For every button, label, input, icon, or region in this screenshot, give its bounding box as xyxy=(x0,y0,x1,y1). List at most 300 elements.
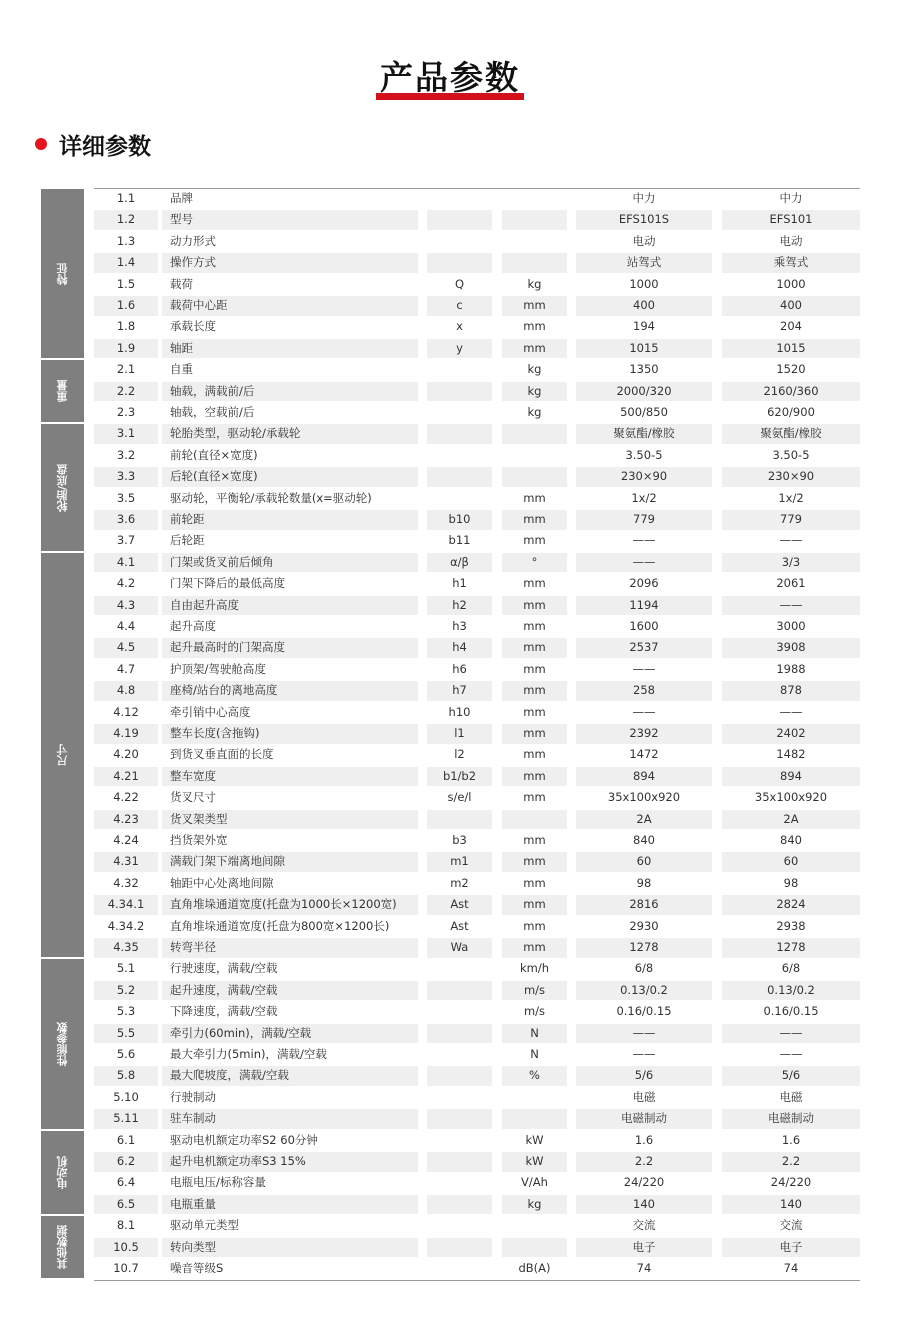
row-symbol xyxy=(427,1173,492,1193)
row-unit: N xyxy=(530,1047,539,1061)
row-value-model-2: 2.2 xyxy=(722,1152,860,1172)
row-parameter: 驱动轮，平衡轮/承载轮数量(x=驱动轮) xyxy=(170,490,372,505)
row-number: 5.8 xyxy=(94,1066,158,1086)
row-unit: km/h xyxy=(519,961,550,976)
row-parameter: 门架或货叉前后倾角 xyxy=(162,553,418,573)
row-unit xyxy=(502,467,567,487)
row-value-model-2: 2061 xyxy=(776,576,806,591)
row-symbol xyxy=(427,1216,492,1236)
row-symbol xyxy=(427,810,492,830)
table-row xyxy=(94,1215,860,1236)
table-row xyxy=(94,188,860,209)
row-unit: mm xyxy=(502,339,567,359)
table-row xyxy=(94,274,860,295)
row-symbol xyxy=(427,1024,492,1044)
row-symbol: y xyxy=(427,339,492,359)
row-value-model-1: 840 xyxy=(633,833,655,847)
row-symbol xyxy=(427,424,492,444)
table-row xyxy=(94,445,860,466)
group-label-cell xyxy=(41,189,84,358)
row-parameter: 起升电机额定功率S3 15% xyxy=(162,1152,418,1172)
row-value-model-1: 894 xyxy=(576,767,712,787)
table-row xyxy=(94,659,860,680)
row-symbol xyxy=(427,1238,492,1258)
group-label: 轮胎/底盘 xyxy=(55,463,69,512)
row-symbol: Ast xyxy=(427,895,492,915)
row-symbol: l1 xyxy=(427,724,492,744)
table-row xyxy=(94,680,860,701)
row-value-model-2: 2824 xyxy=(722,895,860,915)
row-value-model-2: —— xyxy=(779,533,803,548)
row-number: 3.3 xyxy=(94,467,158,487)
row-symbol: l2 xyxy=(454,747,465,762)
row-value-model-2: 60 xyxy=(722,852,860,872)
section-heading xyxy=(35,127,151,161)
row-value-model-2: 2A xyxy=(722,810,860,830)
table-row xyxy=(94,552,860,573)
row-number: 6.1 xyxy=(116,1132,136,1147)
row-value-model-1: 258 xyxy=(576,681,712,701)
row-unit: mm xyxy=(523,704,546,719)
row-unit xyxy=(502,1109,567,1129)
row-value-model-1: 1015 xyxy=(576,339,712,359)
row-symbol: Q xyxy=(454,276,465,291)
row-symbol xyxy=(427,1195,492,1215)
row-number: 4.21 xyxy=(94,767,158,787)
table-row xyxy=(94,381,860,402)
row-parameter: 最大爬坡度，满载/空载 xyxy=(162,1066,418,1086)
row-number: 4.20 xyxy=(113,747,139,762)
row-parameter: 自由起升高度 xyxy=(162,596,418,616)
row-value-model-1: 194 xyxy=(633,319,655,334)
row-parameter: 驱动电机额定功率S2 60分钟 xyxy=(170,1132,318,1147)
row-value-model-2: 5/6 xyxy=(722,1066,860,1086)
row-value-model-2: 1x/2 xyxy=(778,490,804,505)
row-number: 6.2 xyxy=(94,1152,158,1172)
row-number: 4.2 xyxy=(116,576,136,591)
row-parameter: 下降速度，满载/空载 xyxy=(170,1004,278,1019)
row-value-model-2: 交流 xyxy=(779,1218,803,1233)
row-symbol: Ast xyxy=(450,918,469,933)
row-parameter: 驱动单元类型 xyxy=(170,1218,239,1233)
row-value-model-1: 230×90 xyxy=(576,467,712,487)
row-parameter: 前轮(直径×宽度) xyxy=(170,447,258,462)
row-number: 4.8 xyxy=(94,681,158,701)
row-symbol: h6 xyxy=(452,661,467,676)
row-value-model-2: 中力 xyxy=(779,191,803,205)
row-parameter: 轴距中心处离地间隙 xyxy=(170,875,274,890)
row-parameter: 噪音等级S xyxy=(170,1261,224,1275)
row-parameter: 最大牵引力(5min)，满载/空载 xyxy=(170,1047,327,1061)
table-row xyxy=(94,787,860,808)
row-value-model-2: 878 xyxy=(722,681,860,701)
row-parameter: 电瓶电压/标称容量 xyxy=(170,1175,266,1190)
table-row xyxy=(94,231,860,252)
row-number: 4.24 xyxy=(113,833,139,847)
row-unit: kg xyxy=(502,1195,567,1215)
table-row xyxy=(94,402,860,423)
page-title xyxy=(378,60,522,98)
row-number: 2.3 xyxy=(116,405,136,419)
row-unit: m/s xyxy=(523,1004,546,1019)
row-value-model-2: 35x100x920 xyxy=(754,790,828,805)
row-symbol xyxy=(427,981,492,1001)
group-label-cell xyxy=(41,1216,84,1278)
row-symbol xyxy=(427,1088,492,1108)
row-value-model-2: 400 xyxy=(722,296,860,316)
row-value-model-2: 电磁 xyxy=(779,1089,803,1104)
row-value-model-2: 1000 xyxy=(776,276,806,291)
row-value-model-2: —— xyxy=(722,1024,860,1044)
row-value-model-2: 1988 xyxy=(776,661,806,676)
row-value-model-1: 电动 xyxy=(632,233,656,248)
row-unit: mm xyxy=(523,833,546,847)
row-value-model-1: 中力 xyxy=(632,191,656,205)
row-number: 5.5 xyxy=(94,1024,158,1044)
row-unit: m/s xyxy=(502,981,567,1001)
row-number: 3.7 xyxy=(116,533,136,548)
row-parameter: 轴距 xyxy=(162,339,418,359)
row-unit: kg xyxy=(502,382,567,402)
row-value-model-1: —— xyxy=(632,533,656,548)
row-value-model-2: 230×90 xyxy=(722,467,860,487)
row-value-model-2: 140 xyxy=(722,1195,860,1215)
row-parameter: 起升最高时的门架高度 xyxy=(162,638,418,658)
row-parameter: 型号 xyxy=(162,210,418,230)
row-number: 2.2 xyxy=(94,382,158,402)
row-value-model-1: 2096 xyxy=(629,576,659,591)
table-row xyxy=(94,1065,860,1086)
row-unit xyxy=(502,210,567,230)
row-value-model-2: 840 xyxy=(780,833,802,847)
row-symbol xyxy=(427,1152,492,1172)
row-value-model-1: 2816 xyxy=(576,895,712,915)
group-label: 尺寸 xyxy=(55,744,69,767)
table-row xyxy=(94,916,860,937)
row-number: 4.4 xyxy=(116,619,136,633)
table-row xyxy=(94,1044,860,1065)
row-value-model-1: 2A xyxy=(576,810,712,830)
row-value-model-2: 1.6 xyxy=(781,1132,801,1147)
row-symbol xyxy=(427,959,492,979)
row-unit: mm xyxy=(502,638,567,658)
row-parameter: 载荷 xyxy=(170,276,193,291)
row-parameter: 门架下降后的最低高度 xyxy=(170,576,285,591)
group-label: 其他数据 xyxy=(55,1225,69,1270)
row-parameter: 起升高度 xyxy=(170,619,216,633)
row-value-model-1: 站驾式 xyxy=(576,253,712,273)
row-value-model-1: 500/850 xyxy=(620,405,668,419)
row-symbol: α/β xyxy=(427,553,492,573)
row-parameter: 转弯半径 xyxy=(162,938,418,958)
row-value-model-1: 电磁 xyxy=(632,1089,656,1104)
row-parameter: 到货叉垂直面的长度 xyxy=(170,747,274,762)
table-row xyxy=(94,209,860,230)
row-number: 1.8 xyxy=(116,319,136,334)
row-value-model-1: 60 xyxy=(576,852,712,872)
row-symbol: b11 xyxy=(448,533,471,548)
row-value-model-1: 5/6 xyxy=(576,1066,712,1086)
row-value-model-1: 电磁制动 xyxy=(576,1109,712,1129)
section-title: 详细参数 xyxy=(59,133,151,160)
row-number: 5.10 xyxy=(113,1089,139,1104)
row-symbol xyxy=(427,253,492,273)
group-label-cell xyxy=(41,424,84,550)
row-value-model-2: 6/8 xyxy=(781,961,801,976)
row-unit: mm xyxy=(523,790,546,805)
table-row xyxy=(94,637,860,658)
table-row xyxy=(94,359,860,380)
row-value-model-1: 1x/2 xyxy=(631,490,657,505)
row-parameter: 驻车制动 xyxy=(162,1109,418,1129)
row-number: 6.4 xyxy=(116,1175,136,1190)
row-number: 3.1 xyxy=(94,424,158,444)
row-unit: mm xyxy=(502,724,567,744)
table-row xyxy=(94,423,860,444)
row-value-model-2: 620/900 xyxy=(767,405,815,419)
row-number: 4.31 xyxy=(94,852,158,872)
row-value-model-1: —— xyxy=(576,1024,712,1044)
row-parameter: 牵引销中心高度 xyxy=(170,704,251,719)
row-value-model-1: 1600 xyxy=(629,619,659,633)
table-row xyxy=(94,1151,860,1172)
row-number: 5.11 xyxy=(94,1109,158,1129)
row-value-model-1: 140 xyxy=(576,1195,712,1215)
table-row xyxy=(94,873,860,894)
row-number: 4.3 xyxy=(94,596,158,616)
row-number: 1.1 xyxy=(116,191,136,205)
row-symbol: h3 xyxy=(452,619,467,633)
table-row xyxy=(94,295,860,316)
table-row xyxy=(94,1130,860,1151)
row-unit: dB(A) xyxy=(518,1261,551,1275)
row-symbol: s/e/l xyxy=(447,790,472,805)
row-parameter: 满载门架下端离地间隙 xyxy=(162,852,418,872)
row-number: 5.6 xyxy=(116,1047,136,1061)
group-label-cell xyxy=(41,553,84,958)
row-value-model-1: —— xyxy=(632,704,656,719)
row-number: 1.2 xyxy=(94,210,158,230)
row-value-model-2: 204 xyxy=(780,319,802,334)
row-value-model-2: 电动 xyxy=(779,233,803,248)
row-value-model-1: 2.2 xyxy=(576,1152,712,1172)
row-value-model-1: 400 xyxy=(576,296,712,316)
group-label-cell xyxy=(41,360,84,422)
page-title-text: 产品参数 xyxy=(380,58,520,97)
row-value-model-2: 0.13/0.2 xyxy=(722,981,860,1001)
table-row xyxy=(94,1172,860,1193)
row-number: 5.1 xyxy=(116,961,136,976)
table-bottom-rule xyxy=(94,1280,860,1281)
row-symbol: m2 xyxy=(450,875,469,890)
table-row xyxy=(94,509,860,530)
row-value-model-1: 98 xyxy=(636,875,652,890)
row-symbol xyxy=(427,189,492,209)
row-parameter: 电瓶重量 xyxy=(162,1195,418,1215)
row-unit: mm xyxy=(502,767,567,787)
row-symbol: h10 xyxy=(448,704,471,719)
row-value-model-1: —— xyxy=(632,661,656,676)
row-value-model-2: 3908 xyxy=(722,638,860,658)
row-unit: mm xyxy=(523,490,546,505)
row-unit: mm xyxy=(502,852,567,872)
row-number: 4.23 xyxy=(94,810,158,830)
row-parameter: 自重 xyxy=(170,362,193,377)
table-row xyxy=(94,937,860,958)
table-row xyxy=(94,723,860,744)
row-value-model-1: 1.6 xyxy=(634,1132,654,1147)
row-symbol: b3 xyxy=(452,833,467,847)
table-row xyxy=(94,488,860,509)
row-symbol xyxy=(427,489,492,509)
row-parameter: 动力形式 xyxy=(170,233,216,248)
row-unit: mm xyxy=(523,661,546,676)
row-number: 10.5 xyxy=(94,1238,158,1258)
table-row xyxy=(94,980,860,1001)
row-parameter: 牵引力(60min)，满载/空载 xyxy=(162,1024,418,1044)
row-value-model-1: 聚氨酯/橡胶 xyxy=(576,424,712,444)
row-value-model-1: —— xyxy=(632,1047,656,1061)
row-value-model-2: 2160/360 xyxy=(722,382,860,402)
row-value-model-2: 74 xyxy=(783,1261,799,1275)
row-symbol: b1/b2 xyxy=(427,767,492,787)
table-row xyxy=(94,1023,860,1044)
table-row xyxy=(94,766,860,787)
table-row xyxy=(94,830,860,851)
row-value-model-1: EFS101S xyxy=(576,210,712,230)
row-value-model-2: 1482 xyxy=(776,747,806,762)
row-unit xyxy=(502,1216,567,1236)
row-number: 4.12 xyxy=(113,704,139,719)
row-unit: mm xyxy=(502,938,567,958)
row-number: 1.3 xyxy=(116,233,136,248)
row-unit xyxy=(502,232,567,252)
row-number: 4.5 xyxy=(94,638,158,658)
table-row xyxy=(94,616,860,637)
row-value-model-1: 交流 xyxy=(632,1218,656,1233)
row-value-model-2: 3.50-5 xyxy=(772,447,810,462)
row-unit: V/Ah xyxy=(521,1175,548,1190)
row-unit: mm xyxy=(523,747,546,762)
row-number: 3.6 xyxy=(94,510,158,530)
row-value-model-1: 1000 xyxy=(629,276,659,291)
row-parameter: 货叉尺寸 xyxy=(170,790,216,805)
row-value-model-2: 3000 xyxy=(776,619,806,633)
row-value-model-1: 1350 xyxy=(629,362,659,377)
row-symbol: b10 xyxy=(427,510,492,530)
row-unit: mm xyxy=(502,510,567,530)
row-unit xyxy=(502,446,567,466)
row-symbol xyxy=(427,446,492,466)
row-unit: kW xyxy=(502,1152,567,1172)
row-value-model-1: 74 xyxy=(636,1261,652,1275)
row-value-model-2: —— xyxy=(779,1047,803,1061)
row-value-model-1: 0.13/0.2 xyxy=(576,981,712,1001)
row-unit: N xyxy=(502,1024,567,1044)
table-row xyxy=(94,1001,860,1022)
row-number: 6.5 xyxy=(94,1195,158,1215)
row-value-model-1: 1194 xyxy=(576,596,712,616)
row-unit xyxy=(502,424,567,444)
row-number: 4.19 xyxy=(94,724,158,744)
row-value-model-2: 2402 xyxy=(722,724,860,744)
table-row xyxy=(94,1108,860,1129)
row-parameter: 座椅/站台的离地高度 xyxy=(162,681,418,701)
row-symbol: h1 xyxy=(452,576,467,591)
table-row xyxy=(94,1258,860,1279)
table-row xyxy=(94,744,860,765)
row-symbol xyxy=(427,210,492,230)
row-value-model-1: 2537 xyxy=(576,638,712,658)
row-value-model-2: 1278 xyxy=(722,938,860,958)
row-number: 5.3 xyxy=(116,1004,136,1019)
row-parameter: 行驶速度，满载/空载 xyxy=(170,961,278,976)
row-number: 1.4 xyxy=(94,253,158,273)
row-unit xyxy=(502,1238,567,1258)
row-symbol xyxy=(427,360,492,380)
row-parameter: 载荷中心距 xyxy=(162,296,418,316)
row-number: 4.34.2 xyxy=(107,918,145,933)
row-symbol xyxy=(427,1131,492,1151)
table-row xyxy=(94,809,860,830)
row-unit: mm xyxy=(523,319,546,334)
table-row xyxy=(94,530,860,551)
row-parameter: 轴载，空载前/后 xyxy=(170,405,255,419)
row-value-model-2: 2938 xyxy=(776,918,806,933)
row-value-model-2: 24/220 xyxy=(770,1175,812,1190)
row-value-model-2: —— xyxy=(779,704,803,719)
row-value-model-2: —— xyxy=(722,596,860,616)
row-value-model-1: 779 xyxy=(576,510,712,530)
row-unit: mm xyxy=(502,895,567,915)
row-parameter: 后轮(直径×宽度) xyxy=(162,467,418,487)
row-number: 5.2 xyxy=(94,981,158,1001)
row-unit xyxy=(502,253,567,273)
row-unit: mm xyxy=(523,619,546,633)
row-parameter: 直角堆垛通道宽度(托盘为1000长×1200宽) xyxy=(162,895,418,915)
row-parameter: 护顶架/驾驶舱高度 xyxy=(170,661,266,676)
row-symbol: h2 xyxy=(427,596,492,616)
table-row xyxy=(94,1194,860,1215)
row-number: 1.5 xyxy=(116,276,136,291)
row-unit: ° xyxy=(502,553,567,573)
row-symbol xyxy=(427,1002,492,1022)
row-value-model-2: 电子 xyxy=(722,1238,860,1258)
row-symbol xyxy=(427,382,492,402)
page-title-wrap xyxy=(0,60,900,98)
row-symbol: m1 xyxy=(427,852,492,872)
row-parameter: 承载长度 xyxy=(170,319,216,334)
row-value-model-1: 2930 xyxy=(629,918,659,933)
row-parameter: 操作方式 xyxy=(162,253,418,273)
row-number: 2.1 xyxy=(116,362,136,377)
row-parameter: 品牌 xyxy=(170,191,193,205)
row-value-model-2: 聚氨酯/橡胶 xyxy=(722,424,860,444)
row-value-model-1: 3.50-5 xyxy=(625,447,663,462)
row-parameter: 行驶制动 xyxy=(170,1089,216,1104)
row-unit xyxy=(502,1088,567,1108)
table-row xyxy=(94,573,860,594)
row-value-model-2: EFS101 xyxy=(722,210,860,230)
row-parameter: 轮胎类型，驱动轮/承载轮 xyxy=(162,424,418,444)
row-number: 4.1 xyxy=(94,553,158,573)
row-value-model-1: —— xyxy=(576,553,712,573)
row-symbol xyxy=(427,1109,492,1129)
row-symbol: x xyxy=(456,319,463,334)
table-row xyxy=(94,316,860,337)
table-row xyxy=(94,466,860,487)
row-unit: kg xyxy=(527,362,542,377)
